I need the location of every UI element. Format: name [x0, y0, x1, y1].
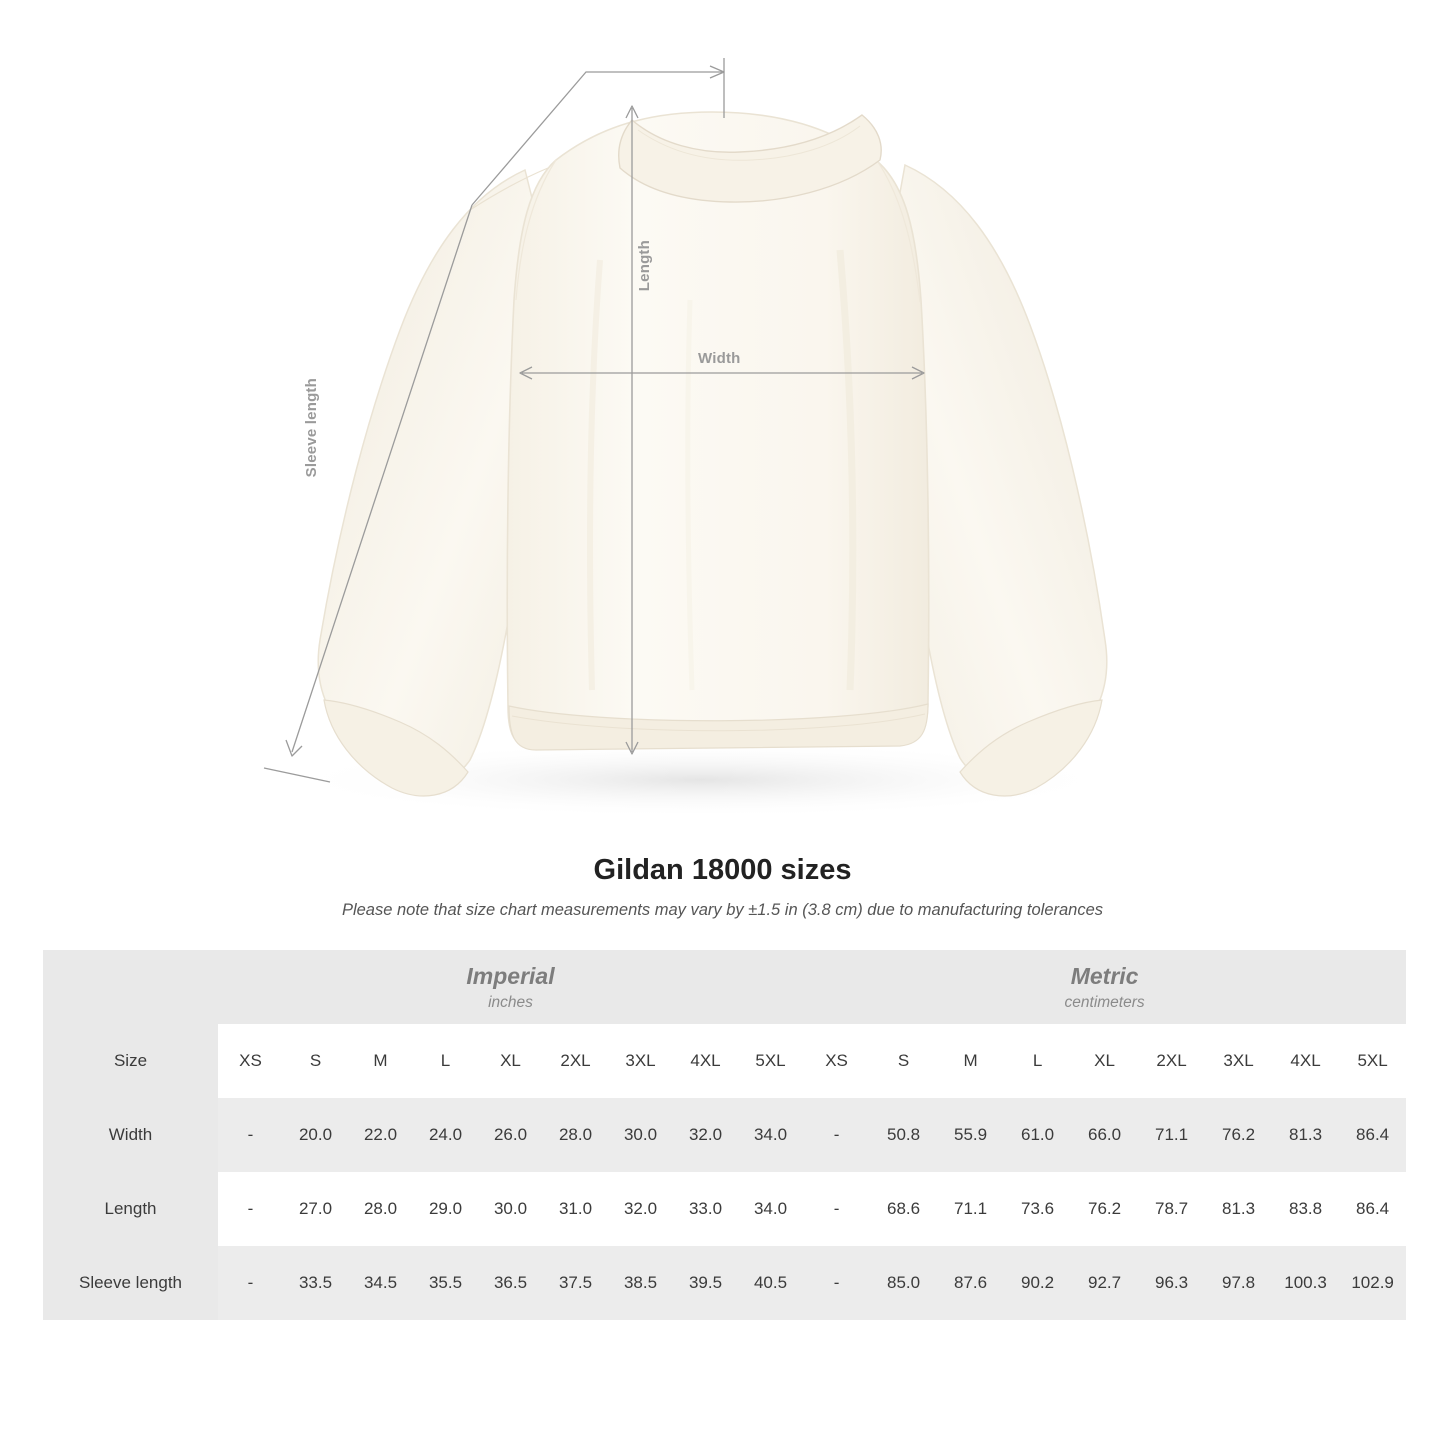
cell-sleeve-metric-5xl: 102.9: [1339, 1246, 1406, 1320]
metric-system-label: Metric: [1070, 962, 1139, 989]
cell-width-imperial-3xl: 30.0: [608, 1098, 673, 1172]
cell-sleeve-imperial-2xl: 37.5: [543, 1246, 608, 1320]
size-table-container: [43, 950, 1402, 1320]
chart-heading: [0, 854, 1445, 920]
size-header-imperial-s: S: [283, 1024, 348, 1098]
size-header-imperial-3xl: 3XL: [608, 1024, 673, 1098]
imperial-system-label: Imperial: [466, 962, 555, 989]
cell-sleeve-metric-3xl: 97.8: [1205, 1246, 1272, 1320]
cell-width-imperial-4xl: 32.0: [673, 1098, 738, 1172]
cell-length-imperial-xs: -: [218, 1172, 283, 1246]
cell-length-imperial-2xl: 31.0: [543, 1172, 608, 1246]
size-header-metric-l: L: [1004, 1024, 1071, 1098]
size-header-imperial-l: L: [413, 1024, 478, 1098]
cell-width-metric-xs: -: [803, 1098, 870, 1172]
size-header-label: Size: [43, 1024, 218, 1098]
size-header-imperial-xl: XL: [478, 1024, 543, 1098]
cell-sleeve-imperial-4xl: 39.5: [673, 1246, 738, 1320]
size-header-metric-4xl: 4XL: [1272, 1024, 1339, 1098]
cell-width-metric-xl: 66.0: [1071, 1098, 1138, 1172]
size-header-metric-s: S: [870, 1024, 937, 1098]
cell-sleeve-imperial-3xl: 38.5: [608, 1246, 673, 1320]
cell-length-metric-m: 71.1: [937, 1172, 1004, 1246]
cell-length-imperial-xl: 30.0: [478, 1172, 543, 1246]
cell-length-imperial-s: 27.0: [283, 1172, 348, 1246]
cell-width-imperial-l: 24.0: [413, 1098, 478, 1172]
banner-spacer: [43, 950, 218, 1024]
size-header-metric-xl: XL: [1071, 1024, 1138, 1098]
cell-length-metric-xs: -: [803, 1172, 870, 1246]
size-header-imperial-xs: XS: [218, 1024, 283, 1098]
imperial-banner: [218, 950, 803, 1024]
cell-length-metric-s: 68.6: [870, 1172, 937, 1246]
size-header-imperial-4xl: 4XL: [673, 1024, 738, 1098]
metric-unit-label: centimeters: [1064, 994, 1145, 1012]
cell-sleeve-imperial-s: 33.5: [283, 1246, 348, 1320]
cell-sleeve-metric-s: 85.0: [870, 1246, 937, 1320]
cell-width-metric-2xl: 71.1: [1138, 1098, 1205, 1172]
cell-width-imperial-xl: 26.0: [478, 1098, 543, 1172]
cell-sleeve-metric-xs: -: [803, 1246, 870, 1320]
unit-banner-row: [43, 950, 1406, 1024]
size-header-metric-m: M: [937, 1024, 1004, 1098]
cell-width-imperial-2xl: 28.0: [543, 1098, 608, 1172]
cell-length-metric-5xl: 86.4: [1339, 1172, 1406, 1246]
size-header-metric-5xl: 5XL: [1339, 1024, 1406, 1098]
cell-length-metric-l: 73.6: [1004, 1172, 1071, 1246]
size-header-imperial-2xl: 2XL: [543, 1024, 608, 1098]
size-header-imperial-5xl: 5XL: [738, 1024, 803, 1098]
cell-length-metric-2xl: 78.7: [1138, 1172, 1205, 1246]
cell-width-imperial-s: 20.0: [283, 1098, 348, 1172]
cell-width-metric-5xl: 86.4: [1339, 1098, 1406, 1172]
size-table: [43, 950, 1406, 1320]
cell-length-metric-4xl: 83.8: [1272, 1172, 1339, 1246]
cell-length-imperial-m: 28.0: [348, 1172, 413, 1246]
cell-sleeve-metric-l: 90.2: [1004, 1246, 1071, 1320]
cell-sleeve-imperial-xl: 36.5: [478, 1246, 543, 1320]
table-row: [43, 1098, 1406, 1172]
cell-sleeve-metric-4xl: 100.3: [1272, 1246, 1339, 1320]
cell-width-imperial-m: 22.0: [348, 1098, 413, 1172]
cell-width-metric-m: 55.9: [937, 1098, 1004, 1172]
cell-sleeve-metric-2xl: 96.3: [1138, 1246, 1205, 1320]
cell-length-metric-xl: 76.2: [1071, 1172, 1138, 1246]
metric-banner: [803, 950, 1406, 1024]
cell-sleeve-imperial-l: 35.5: [413, 1246, 478, 1320]
cell-sleeve-metric-xl: 92.7: [1071, 1246, 1138, 1320]
size-header-metric-xs: XS: [803, 1024, 870, 1098]
imperial-unit-label: inches: [488, 994, 533, 1012]
cell-length-imperial-l: 29.0: [413, 1172, 478, 1246]
size-header-row: [43, 1024, 1406, 1098]
cell-width-metric-3xl: 76.2: [1205, 1098, 1272, 1172]
row-label-sleeve-length: Sleeve length: [43, 1246, 218, 1320]
length-dimension-label: Length: [636, 240, 653, 292]
cell-width-metric-l: 61.0: [1004, 1098, 1071, 1172]
cell-sleeve-imperial-5xl: 40.5: [738, 1246, 803, 1320]
size-header-imperial-m: M: [348, 1024, 413, 1098]
page-title: Gildan 18000 sizes: [593, 854, 852, 886]
cell-width-imperial-xs: -: [218, 1098, 283, 1172]
sleeve-length-dimension-label: Sleeve length: [303, 378, 320, 478]
tolerance-note: Please note that size chart measurements may vary by ±1.5 in (3.8 cm) due to manufacturing tolerances: [341, 901, 1104, 919]
cell-length-imperial-4xl: 33.0: [673, 1172, 738, 1246]
cell-length-imperial-5xl: 34.0: [738, 1172, 803, 1246]
cell-length-imperial-3xl: 32.0: [608, 1172, 673, 1246]
cell-width-imperial-5xl: 34.0: [738, 1098, 803, 1172]
width-dimension-label: Width: [698, 350, 741, 367]
cell-sleeve-imperial-xs: -: [218, 1246, 283, 1320]
row-label-length: Length: [43, 1172, 218, 1246]
table-row: [43, 1246, 1406, 1320]
cell-sleeve-metric-m: 87.6: [937, 1246, 1004, 1320]
cell-width-metric-s: 50.8: [870, 1098, 937, 1172]
row-label-width: Width: [43, 1098, 218, 1172]
table-row: [43, 1172, 1406, 1246]
cell-length-metric-3xl: 81.3: [1205, 1172, 1272, 1246]
cell-width-metric-4xl: 81.3: [1272, 1098, 1339, 1172]
size-header-metric-2xl: 2XL: [1138, 1024, 1205, 1098]
cell-sleeve-imperial-m: 34.5: [348, 1246, 413, 1320]
size-header-metric-3xl: 3XL: [1205, 1024, 1272, 1098]
